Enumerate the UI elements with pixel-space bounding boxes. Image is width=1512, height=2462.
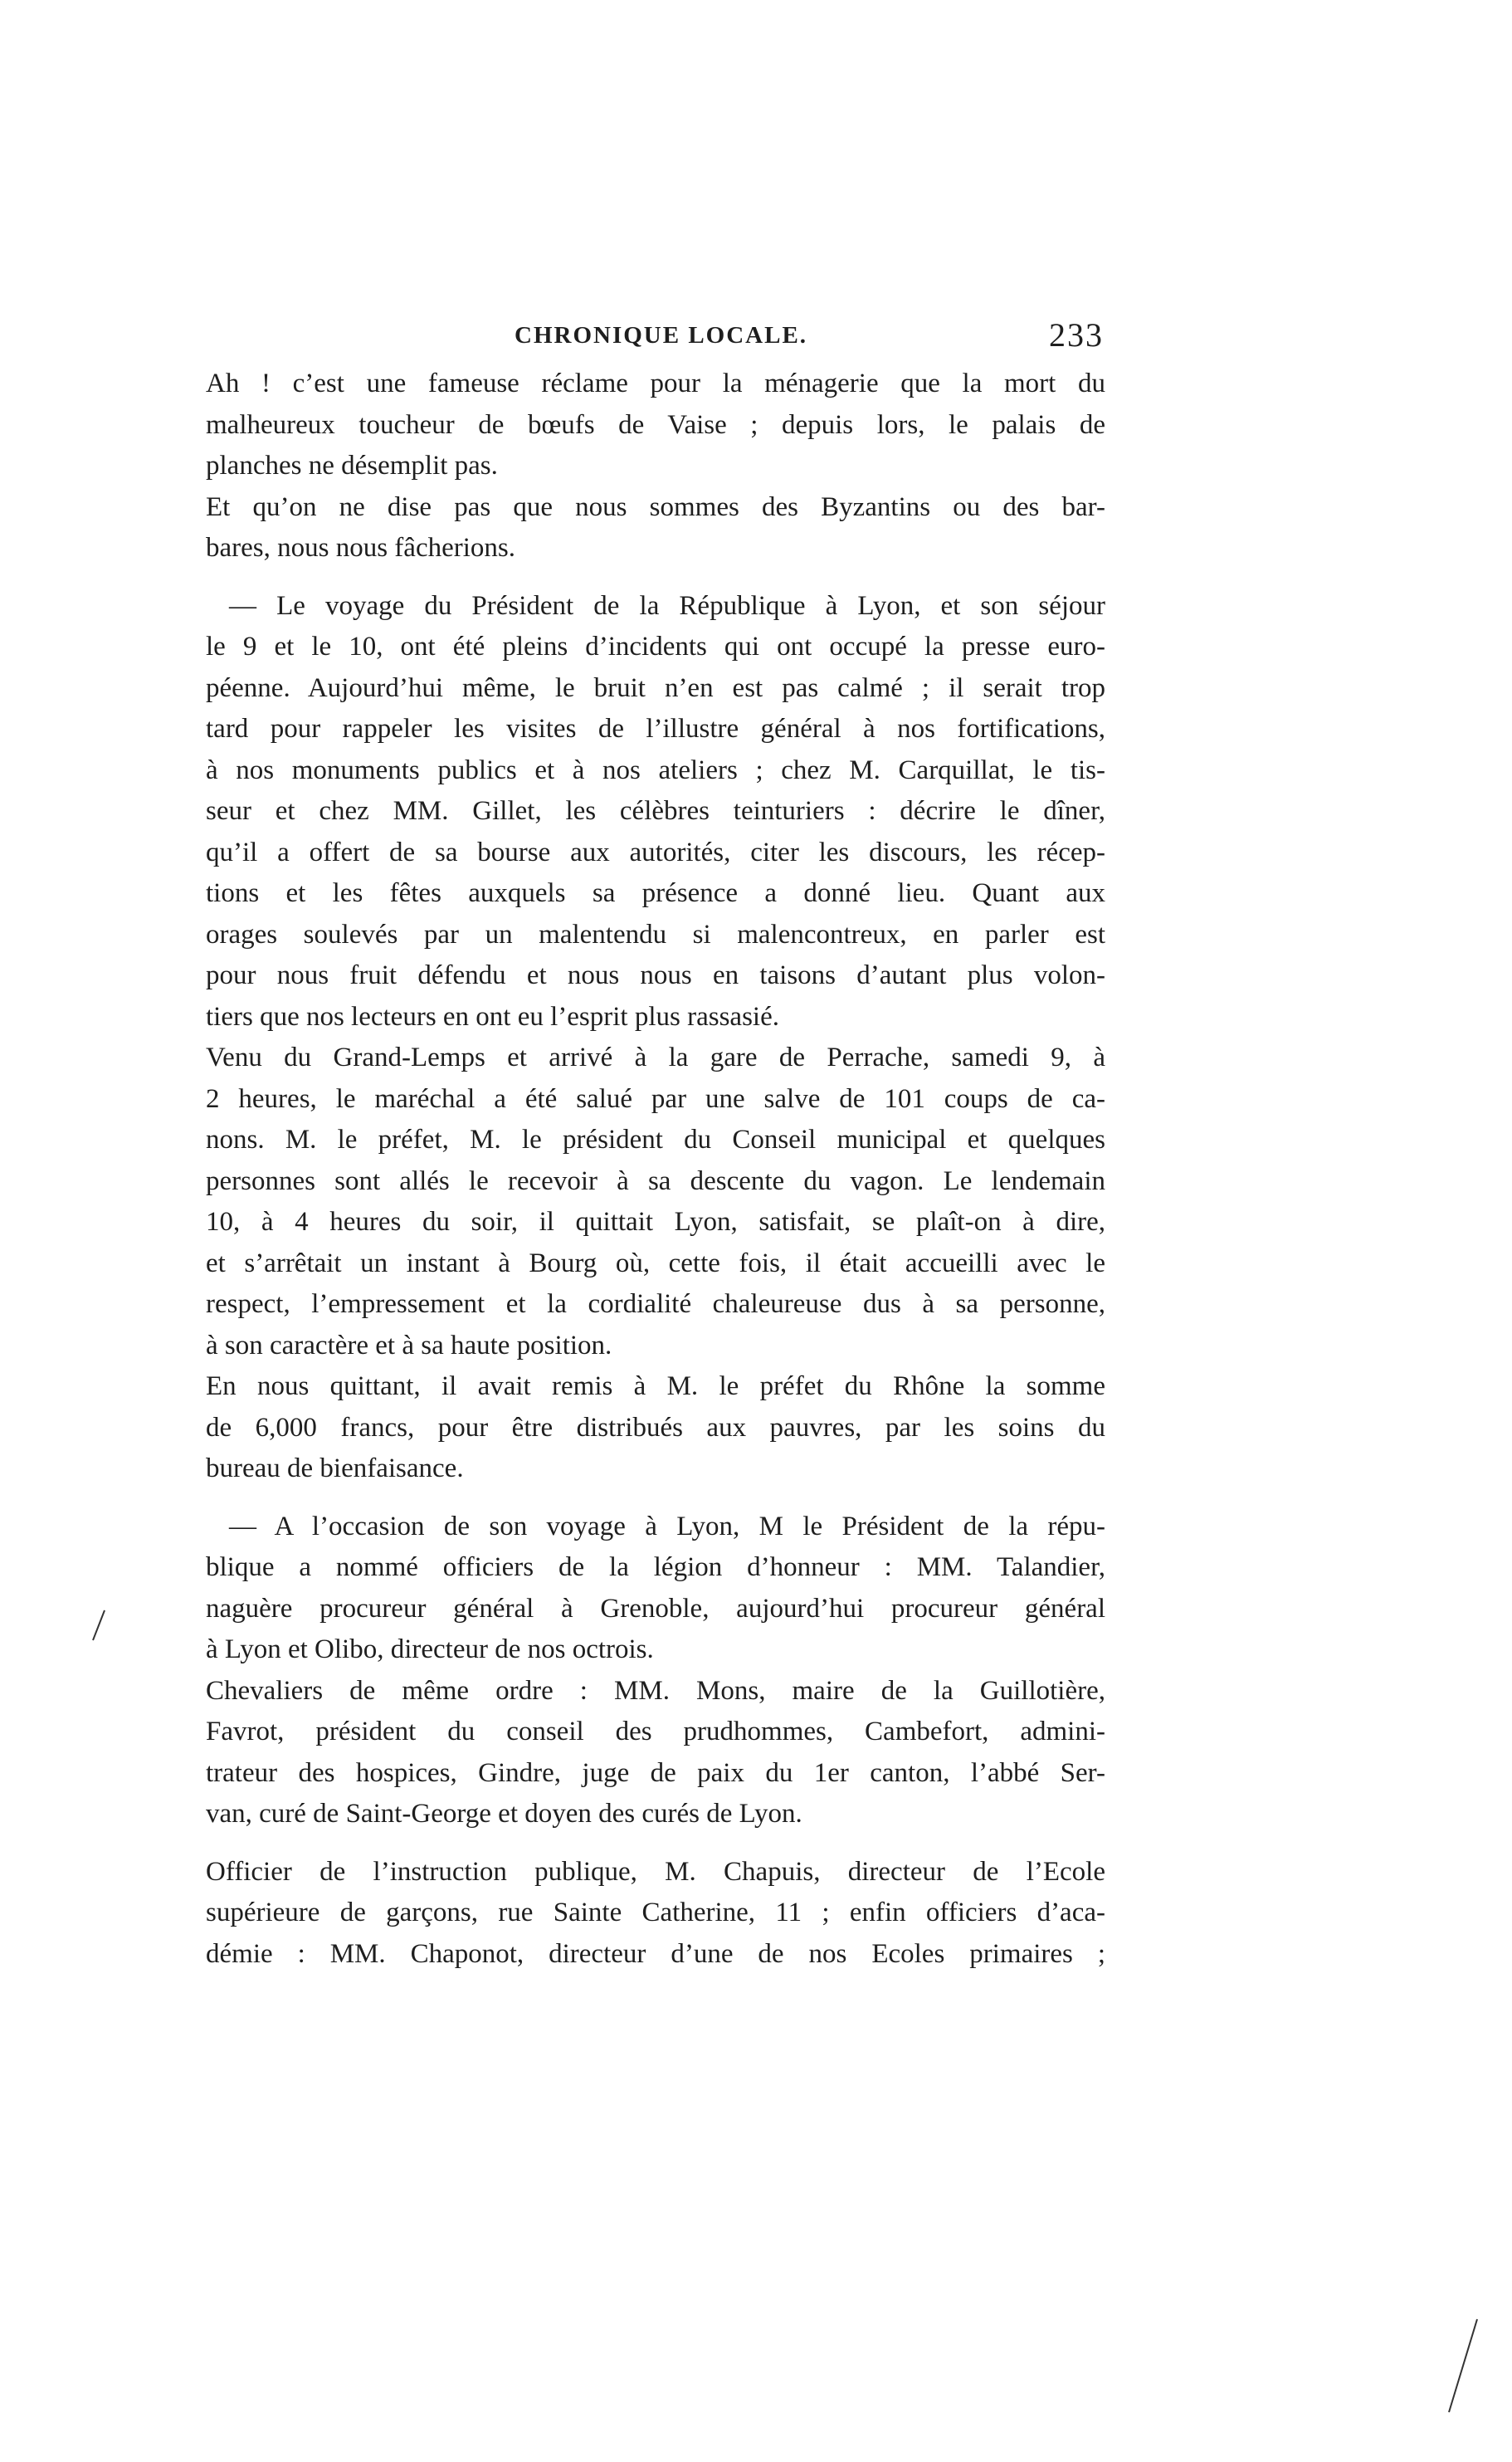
text-line: respect, l’empressement et la cordialité chaleureuse dus à sa personne, bbox=[206, 1289, 1105, 1319]
text-line: bureau de bienfaisance. bbox=[206, 1453, 464, 1483]
text-line: nons. M. le préfet, M. le président du Conseil municipal et quelques bbox=[206, 1125, 1105, 1155]
text-line: Et qu’on ne dise pas que nous sommes des Byzantins ou des bar- bbox=[206, 491, 1105, 522]
text-line: personnes sont allés le recevoir à sa descente du vagon. Le lendemain bbox=[206, 1165, 1105, 1196]
text-line: — Le voyage du Président de la République à Lyon, et son séjour bbox=[229, 590, 1105, 621]
pencil-mark bbox=[1444, 2316, 1480, 2416]
text-line: seur et chez MM. Gillet, les célèbres teinturiers : décrire le dîner, bbox=[206, 796, 1105, 826]
paragraph-gap bbox=[206, 1490, 1105, 1507]
text-line: bares, nous nous fâcherions. bbox=[206, 533, 515, 563]
paragraph-4 bbox=[206, 1038, 1105, 1366]
paragraph-1 bbox=[206, 364, 1105, 487]
text-line: tard pour rappeler les visites de l’illustre général à nos fortifications, bbox=[206, 714, 1105, 744]
page-number: 233 bbox=[1049, 316, 1104, 354]
text-line: qu’il a offert de sa bourse aux autorités, citer les discours, les récep- bbox=[206, 837, 1105, 867]
paragraph-2 bbox=[206, 487, 1105, 569]
text-line: démie : MM. Chaponot, directeur d’une de nos Ecoles primaires ; bbox=[206, 1938, 1105, 1969]
pencil-mark bbox=[90, 1609, 108, 1642]
paragraph-8 bbox=[206, 1852, 1105, 1976]
text-line: 10, à 4 heures du soir, il quittait Lyon, satisfait, se plaît-on à dire, bbox=[206, 1207, 1105, 1237]
text-line: 2 heures, le maréchal a été salué par une salve de 101 coups de ca- bbox=[206, 1083, 1105, 1114]
text-line: orages soulevés par un malentendu si malencontreux, en parler est bbox=[206, 919, 1105, 950]
text-line: péenne. Aujourd’hui même, le bruit n’en est pas calmé ; il serait trop bbox=[206, 672, 1105, 703]
text-line: planches ne désemplit pas. bbox=[206, 451, 498, 481]
text-line: malheureux toucheur de bœufs de Vaise ; depuis lors, le palais de bbox=[206, 409, 1105, 440]
text-line: pour nous fruit défendu et nous nous en taisons d’autant plus volon- bbox=[206, 960, 1105, 990]
text-line: à Lyon et Olibo, directeur de nos octrois. bbox=[206, 1634, 654, 1664]
text-line: à nos monuments publics et à nos ateliers ; chez M. Carquillat, le tis- bbox=[206, 755, 1105, 785]
body-text bbox=[206, 364, 1105, 1975]
paragraph-6 bbox=[206, 1507, 1105, 1671]
text-line: le 9 et le 10, ont été pleins d’incidents qui ont occupé la presse euro- bbox=[206, 632, 1105, 662]
text-line: trateur des hospices, Gindre, juge de paix du 1er canton, l’abbé Ser- bbox=[206, 1757, 1105, 1788]
running-head: CHRONIQUE LOCALE. bbox=[515, 322, 808, 349]
text-line: et s’arrêtait un instant à Bourg où, cette fois, il était accueilli avec le bbox=[206, 1248, 1105, 1278]
paragraph-gap bbox=[206, 569, 1105, 586]
text-line: van, curé de Saint-George et doyen des curés de Lyon. bbox=[206, 1799, 802, 1829]
text-line: Ah ! c’est une fameuse réclame pour la ménagerie que la mort du bbox=[206, 369, 1105, 398]
text-line: à son caractère et à sa haute position. bbox=[206, 1330, 612, 1360]
text-line: tiers que nos lecteurs en ont eu l’esprit plus rassasié. bbox=[206, 1001, 779, 1032]
text-line: naguère procureur général à Grenoble, aujourd’hui procureur général bbox=[206, 1593, 1105, 1624]
text-line: Favrot, président du conseil des prudhommes, Cambefort, admini- bbox=[206, 1717, 1105, 1746]
text-line: Officier de l’instruction publique, M. Chapuis, directeur de l’Ecole bbox=[206, 1856, 1105, 1887]
text-line: — A l’occasion de son voyage à Lyon, M le Président de la répu- bbox=[229, 1511, 1105, 1541]
text-line: blique a nommé officiers de la légion d’honneur : MM. Talandier, bbox=[206, 1552, 1105, 1582]
text-line: Chevaliers de même ordre : MM. Mons, maire de la Guillotière, bbox=[206, 1675, 1105, 1706]
text-line: En nous quittant, il avait remis à M. le préfet du Rhône la somme bbox=[206, 1371, 1105, 1401]
paragraph-3 bbox=[206, 586, 1105, 1038]
text-line: de 6,000 francs, pour être distribués aux pauvres, par les soins du bbox=[206, 1412, 1105, 1443]
paragraph-5 bbox=[206, 1366, 1105, 1490]
paragraph-7 bbox=[206, 1671, 1105, 1835]
text-line: supérieure de garçons, rue Sainte Catherine, 11 ; enfin officiers d’aca- bbox=[206, 1898, 1105, 1927]
text-line: Venu du Grand-Lemps et arrivé à la gare de Perrache, samedi 9, à bbox=[206, 1043, 1105, 1072]
page-header bbox=[207, 315, 1104, 365]
text-line: tions et les fêtes auxquels sa présence a donné lieu. Quant aux bbox=[206, 878, 1105, 908]
paragraph-gap bbox=[206, 1835, 1105, 1852]
